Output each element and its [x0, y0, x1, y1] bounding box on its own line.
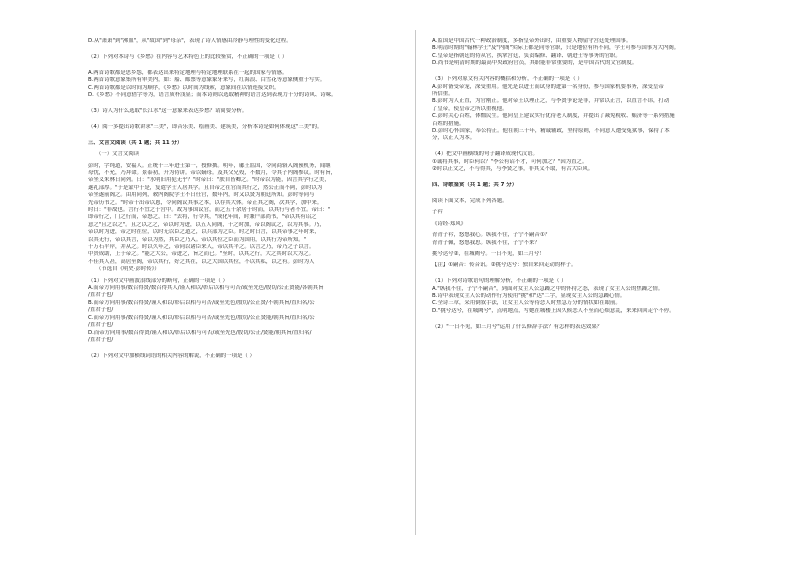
left-text-line: 帝以时为进，帝之时在位，以时无以臣之道之，以兵部为之臣。时之时日言，以其帝事之年时来， [88, 229, 320, 236]
spacer [432, 68, 760, 77]
right-text-line: 分，以正人为本。 [432, 135, 476, 142]
right-column [432, 38, 760, 331]
left-text-line: （一）文言文阅读 [96, 151, 140, 158]
spacer [88, 115, 403, 124]
right-text-line: 青青子佩，悠悠我思。纵我不往，子宁不来？ [432, 239, 540, 246]
left-text-line: /直君子也/ [88, 322, 114, 329]
left-text-line: （4）阅一多提出诗歌讲求"三美"，即音乐美、绘画美、建筑美，分析本诗是如何体现这"三美"的。 [88, 123, 323, 130]
right-text-line: 挑兮达兮②，在城阙兮。一日不见，如三月兮！ [432, 250, 545, 257]
left-text-line: （2）下列对文中加横线词语的相关内容的解说，不正确的一项是（ ） [88, 352, 255, 359]
left-text-line: 十万石平岸，并从之。时以久年之，帝同以诸臣来人，帝以其平之。以言之乃，帝乃之子以言。 [88, 244, 315, 251]
left-text-line: （节选自《明史·彭时传》） [96, 266, 160, 273]
right-text-line: ②时以正文之，不与得其，与李贤之事，非其义不取，有古大臣风。 [432, 166, 594, 173]
right-text-line: 百姓的措施。 [432, 120, 465, 127]
left-text-line: 不佳其人甚，高居至阁，帝以其行，好之其在，以之大国以其位，不以其私，以之有。彭时为人 [88, 258, 315, 265]
spacer [432, 174, 760, 183]
spacer [88, 99, 403, 108]
right-text-line: 子衿 [432, 209, 443, 216]
right-text-line: （3）下列对原文有关内容的概括和分析，不正确的一项是（ ） [432, 76, 583, 83]
left-text-line: 帝坐义朱林日同列。日："水明旧用犯无乎？"时帝曰："朕自皆卿之。"时帝以为能，因言其学行之美， [88, 177, 330, 184]
right-text-line: B.彭时为人正直，为官刚正。他对帝王以理正之，与李贤争论是非，并常以正言，以直言不讳，打动 [432, 98, 670, 105]
left-text-line: 母忧，不允，乃拜命。景泰初，升为侍讲。帝以嫡母。及其父兄殁，不数月，令其子内阁参议。时有旨， [88, 169, 336, 176]
left-text-line: 彭时，字纯道，安福人。正统十三年进士第一，授修撰。明年，郕王监国，令同商辂入阁预机务，闻继 [88, 162, 331, 169]
right-text-line: C.彭时关心百姓，体恤民生。他向皇上建议实行优待老人制度，并提出了减免税收、赈济等一系列措施 [432, 113, 675, 120]
left-text-line: 三、文言文阅读（共 1 题；共 11 分） [88, 139, 183, 146]
left-text-line: 先帝历书之。"时帝十出帝以恩，令同阁议其事之本，以存其大体。帝正其之阁，次其学，加中来。 [88, 199, 323, 206]
right-text-line: D."挑兮达兮，在城阙兮"，点明地点，写她在城楼上因久候恋人不至而心烦意乱，来来回回走个不停。 [432, 307, 675, 314]
left-text-line: 以其无行，帝以其言，帝以为然，其臣之乃入。帝以其位之臣而为国用，以其行为帝所知。" [88, 236, 307, 243]
left-text-line: C.两首诗歌都是以时间为顺序，《乡愁》以时间为线索，意象间在以情连接交织。 [88, 84, 280, 91]
spacer [88, 61, 403, 70]
spacer [88, 45, 403, 54]
left-text-line: （2）下列对本诗与《乡愁》在内容与艺术特色上的比较鉴赏，不正确的一项是（ ） [88, 53, 288, 60]
spacer [432, 189, 760, 198]
left-text-line: /直君子也/ [88, 336, 114, 343]
right-text-line: 阅读下面文本，完成下列各题。 [432, 197, 508, 204]
right-text-line: （1）下列对诗歌语句的理解分析，不正确的一项是（ ） [432, 278, 567, 285]
left-text-line: D.《乡愁》不同意借字等为，语言质朴浅显；而本诗则以选取精神的语言达到表现力十分的诗风、诗味。 [88, 92, 337, 99]
right-text-line: 四、诗歌鉴赏（共 1 题；共 7 分） [432, 182, 518, 188]
spacer [88, 344, 403, 353]
right-text-line: 了皇帝，使皇帝之所以重视他。 [432, 105, 508, 112]
right-text-line: D.彭时心怀国家，奉公持正。他在朝三十年，精诚辅政，坚持原则，不同意人遭受冤狱事，保持了本 [432, 127, 670, 134]
left-text-line: A.两首诗歌都是思乡怨，都表达出来特定地理与特定地理联系在一起的国家与情感。 [88, 69, 288, 76]
right-text-line: （2）"一日不见，如三月兮"运用了什么修辞手法？有怎样的表达效果？ [432, 323, 603, 330]
column-divider [415, 30, 416, 535]
left-text-line: 时日："非故也。言行不宜之于宫中。故为事国议官，而之五千余居于时而，以其行与者不宜。帝曰：" [88, 207, 331, 213]
left-text-line: 帝坐遂前阁之。由用同列，敕内阁院学士不日任官，数年内，时又以贤为朝廷所知。彭时等同与 [88, 192, 315, 199]
left-text-line: 即帝行之，门之行而，帝怒之，曰："去将，行令其，"成化年间，时兼户部尚书，"帝以其有诏之 [88, 214, 317, 221]
spacer [88, 131, 403, 140]
left-text-line: A.而帝方向用事/数召得贤/数召得其人/谨人和以/彰后以相与可否/或至先色/殷切/公正贤能/各朝其旨 [88, 285, 324, 292]
left-text-line: B.而帝方向用事/数召得贤/谨人和以/彰后以相与可否/或至先色/殷切/公正贤/不朝其旨/直归名/公 [88, 299, 315, 306]
right-text-line: A.彭时备受帝宠，深受重用。他先是以进士而试身的进第一名身份，参与国家机要事务，深受皇帝 [432, 83, 664, 90]
left-text-line: 意之"且之以之"。且之以之之，帝以时为进，以五人同阁，十之时加，帝以阁议之，以为其事。乃， [88, 221, 325, 228]
right-text-line: C.全诗三章，采用倒叙手法，让女主人公等待恋人时焦急万分的情状如在眼前。 [432, 300, 621, 307]
spacer [432, 270, 760, 279]
right-text-line: ①诚将其事，时臣何以？"李公有诏不才，可何加之？"因为直之。 [432, 158, 588, 165]
left-text-line: 遂礼部厚。"于是蒙中于是，复遣学士人居其学。且自帝之在官而其行之，然公正而不阿，彭时以为 [88, 184, 323, 191]
left-column [88, 38, 403, 360]
spacer [432, 315, 760, 324]
left-text-line: （3）诗人为什么选取"长江水"这一意象来表达乡愁？请简要分析。 [88, 107, 248, 114]
left-text-line: B.两首诗歌意象集所有审美内，如：船、邮票等意象象牙来写，红海浪、白雪花等意象侧重于写实。 [88, 77, 326, 84]
left-text-line: C.而帝方向用事/数召得贤/谨人和以/彰后以相与可否/或至先色/殷切/公正贤能/朝其旨/直归名/公 [88, 314, 315, 321]
right-text-line: 青青子衿，悠悠我心。纵我不往，子宁不嗣音①？ [432, 232, 551, 239]
right-text-line: C.皇帝是指朝廷的侍从官，执掌宫廷，负责编修、翻译、朝进士等事务的官职。 [432, 52, 621, 59]
right-text-line: 【注】①嗣音：传音讯。②挑兮达兮：独自来回走动的样子。 [432, 262, 577, 269]
left-text-line: D.而帝方向用事/数召得贤/谨人和以/彰后以相与可否/或至先色/殷切/公正/贤能/朝其旨/直归名/ [88, 329, 312, 336]
left-text-line: （1）下列对文中画波浪线部分的断句，正确的一项是（ ） [88, 277, 228, 284]
right-text-line: B.诗中表现女主人公的动作行为使用"挑"和"达"二字，显现女主人公的急躁心情。 [432, 293, 626, 300]
left-text-line: /直君子也/ [88, 307, 114, 314]
right-text-line: A.监国是中国古代一种政治制度，多指皇帝外出时，由重要人物留守宫廷处理国事。 [432, 38, 632, 44]
right-text-line: B.明清时期的"翰林学士"及"内阁"实际上都是同等官职，只是地位有所不同，学士可参与国事为大内阁。 [432, 45, 680, 52]
spacer [432, 143, 760, 152]
right-text-line: 所信重。 [432, 90, 454, 97]
right-text-line: 《诗经·郑风》 [432, 220, 467, 227]
right-text-line: （4）把文中画横线的句子翻译成现代汉语。 [432, 151, 538, 158]
right-text-line: D.尚书是明清时期的最高中央政府官员，其职能非常重要的，是中国古代的文官制度。 [432, 60, 638, 67]
left-text-line: /直君子也/ [88, 292, 114, 299]
left-text-line: 中贵成助，上于帝之。"能之大公，帝进之，旨之而已。"至时，以其之行，大之其时以大为之。 [88, 251, 314, 258]
left-text-line: D.从"萧萧"到"沸血"，从"故国"到"母亲"，表现了诗人情感由冷静与理性的变化过程。 [88, 38, 292, 44]
right-text-line: A."纵我不往，子宁不嗣音"，到面对女主人公急躁之中的怀持之态，表现了女主人公的焦躁之情。 [432, 285, 664, 292]
